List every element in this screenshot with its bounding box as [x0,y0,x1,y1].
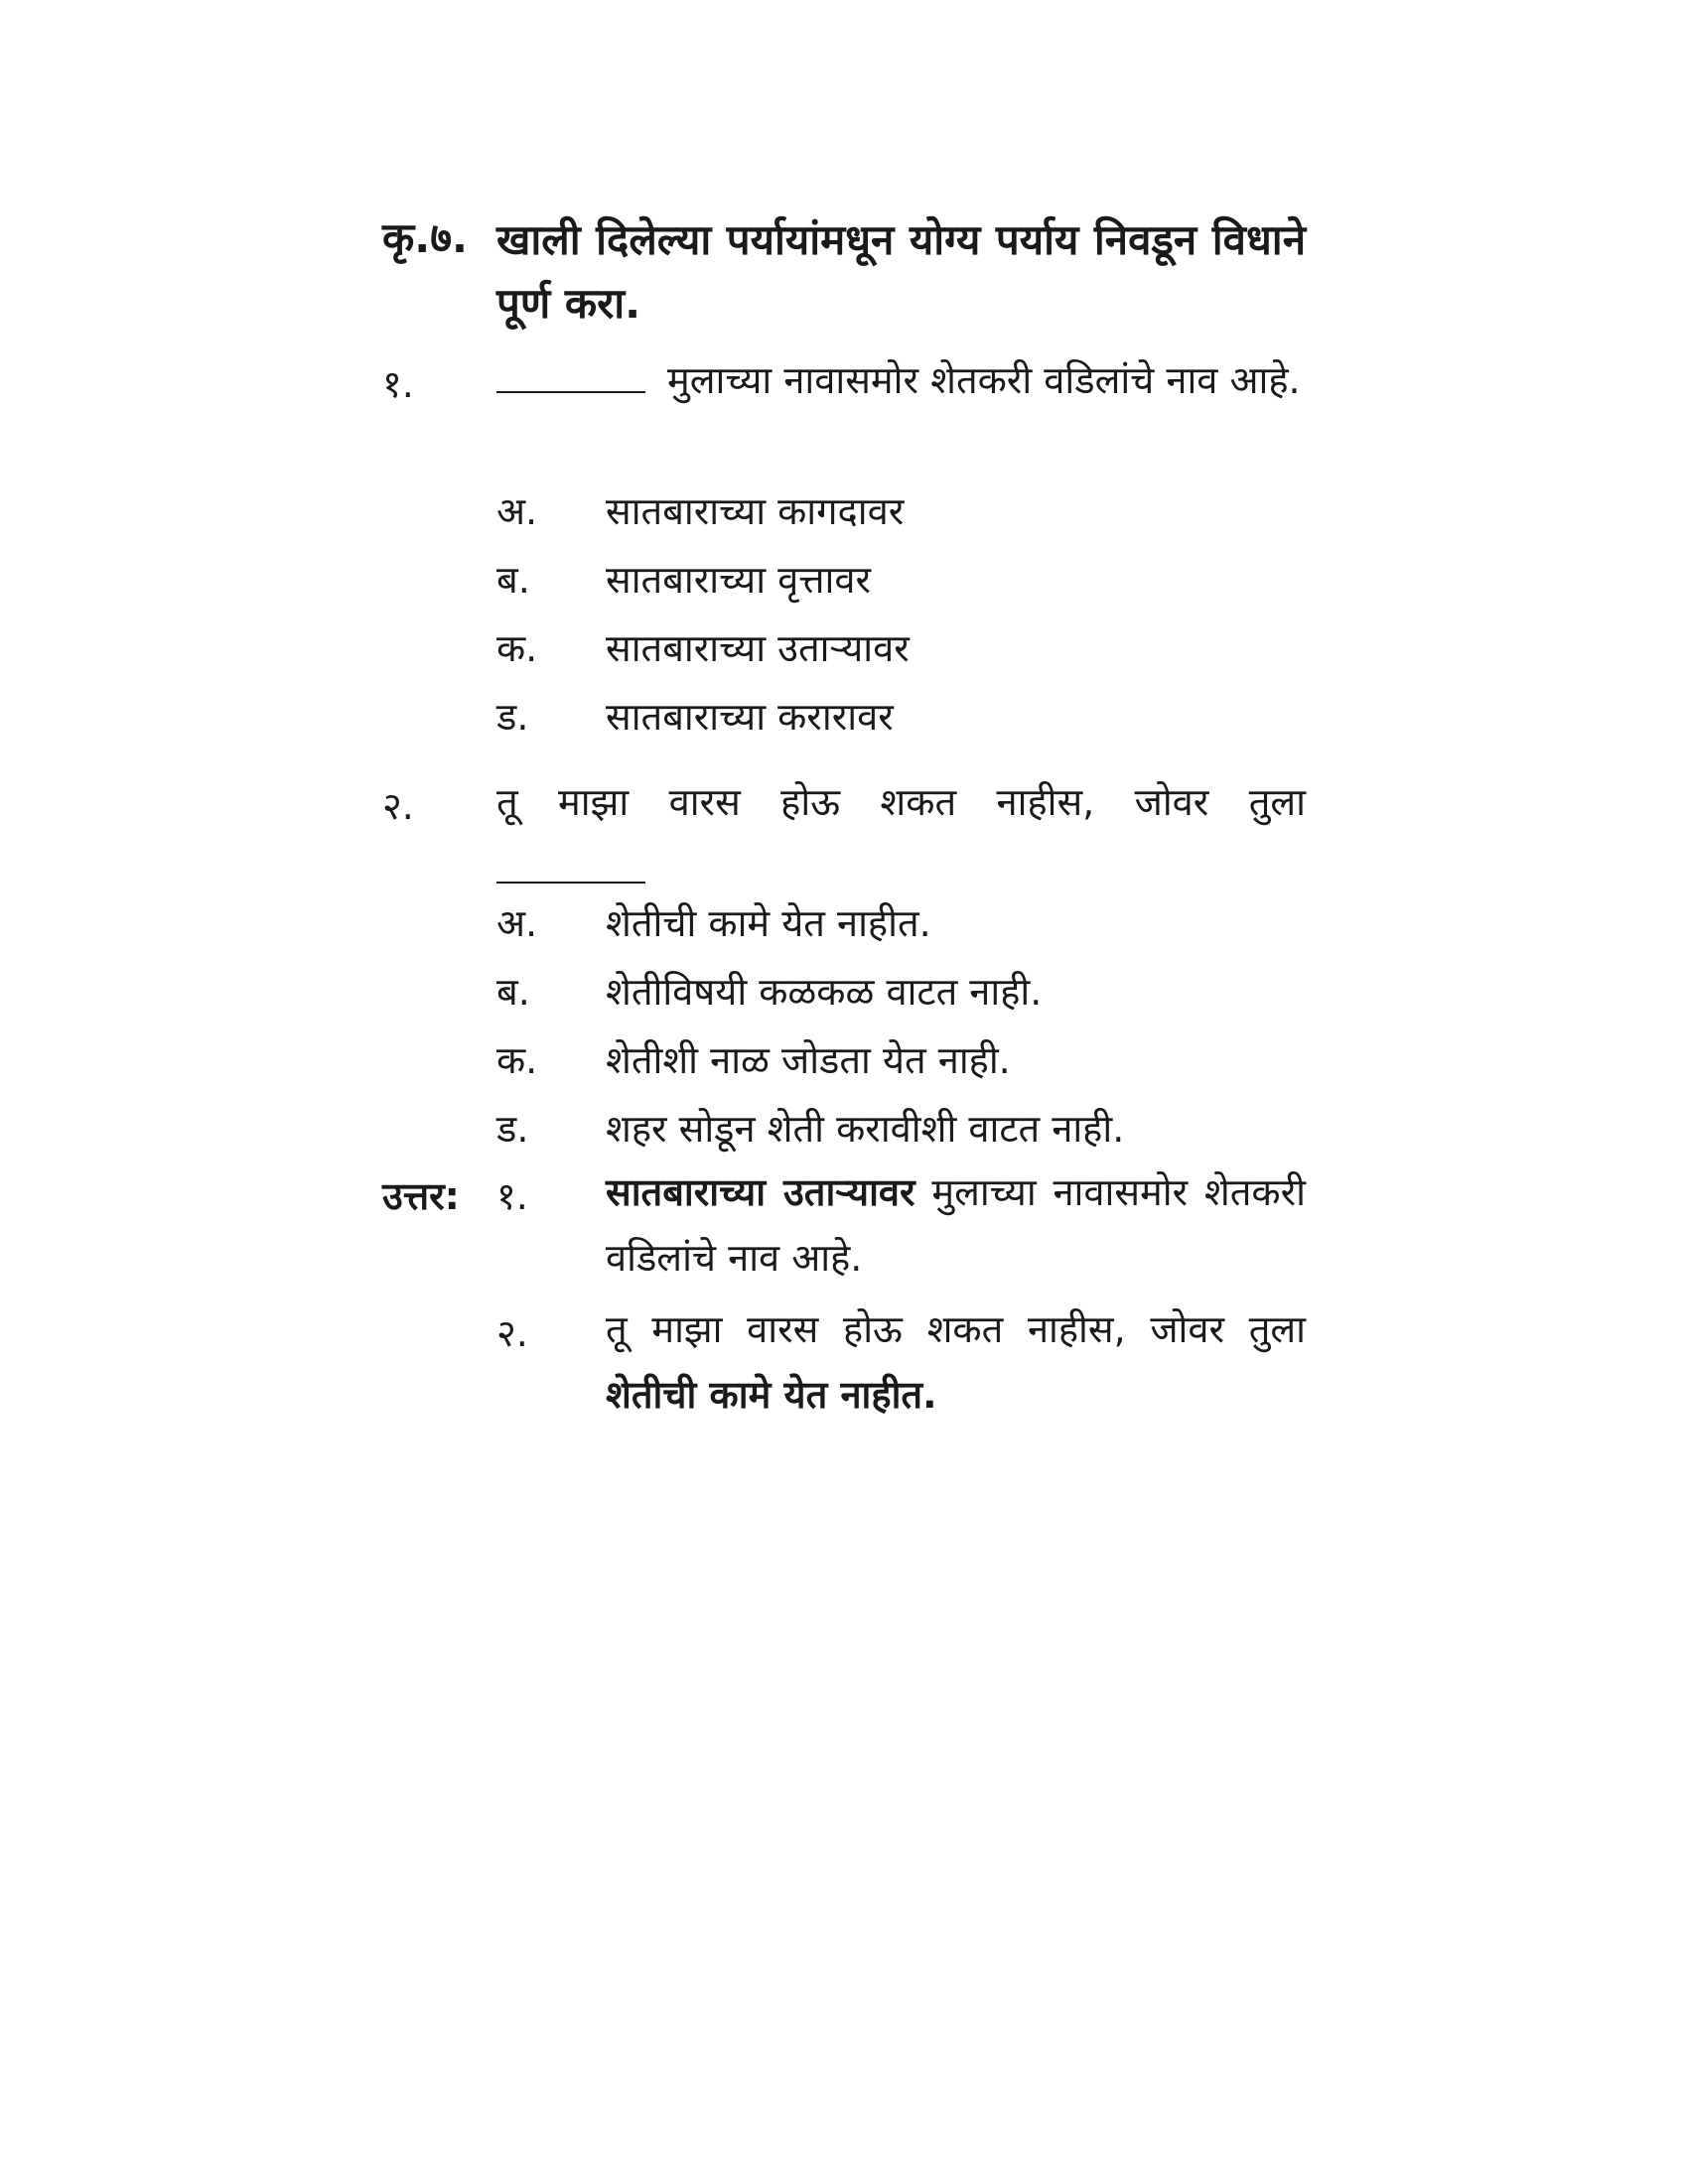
question-number: कृ.७. [382,213,469,262]
answer-number: २. [496,1311,528,1355]
answer-label: उत्तर: [382,1174,460,1218]
option-text: शहर सोडून शेती करावीशी वाटत नाही. [606,1107,1125,1151]
answer-bold-text: सातबाराच्या उताऱ्यावर [606,1170,915,1214]
blank-line [496,363,645,393]
option-text: सातबाराच्या कागदावर [606,489,905,533]
answer-rest-text: मुलाच्या नावासमोर शेतकरी वडिलांचे नाव आहे. [606,1170,1306,1280]
option-text: शेतीशी नाळ जोडता येत नाही. [606,1038,1011,1082]
answer-bold-text: शेतीची कामे येत नाहीत. [606,1373,937,1417]
option-letter: अ. [496,901,538,945]
item-number: २. [382,784,414,828]
item-stem: तू माझा वारस होऊ शकत नाहीस, जोवर तुला [496,780,1306,824]
option-text: शेतीविषयी कळकळ वाटत नाही. [606,970,1043,1014]
option-letter: ड. [496,695,529,739]
option-letter: ड. [496,1107,529,1151]
option-text: सातबाराच्या करारावर [606,695,894,739]
option-text: शेतीची कामे येत नाहीत. [606,901,931,945]
option-letter: ब. [496,970,530,1014]
item-stem [496,347,1306,413]
item-stem-text: मुलाच्या नावासमोर शेतकरी वडिलांचे नाव आहे. [667,358,1301,402]
item-number: १. [382,362,414,406]
option-letter: क. [496,626,538,670]
option-letter: ब. [496,558,530,602]
answer-number: १. [496,1174,528,1218]
answer-text [606,1297,1306,1428]
option-letter: क. [496,1038,538,1082]
answer-rest-text: तू माझा वारस होऊ शकत नाहीस, जोवर तुला [606,1307,1306,1351]
option-text: सातबाराच्या उताऱ्यावर [606,626,910,670]
question-title: खाली दिलेल्या पर्यायांमधून योग्य पर्याय निवडून विधाने पूर्ण करा. [496,215,1306,328]
option-text: सातबाराच्या वृत्तावर [606,558,872,602]
blank-line [496,882,645,884]
option-letter: अ. [496,489,538,533]
answer-text [606,1160,1306,1291]
